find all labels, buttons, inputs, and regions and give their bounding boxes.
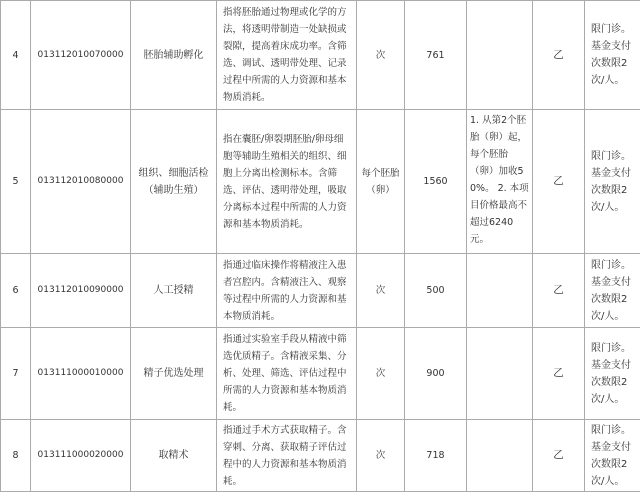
- row-number: 7: [1, 328, 31, 420]
- item-code: 013111000020000: [31, 420, 131, 492]
- row-number: 8: [1, 420, 31, 492]
- price: 1560: [405, 110, 467, 254]
- price-notes: [467, 1, 533, 110]
- price-notes: 1. 从第2个胚胎（卵）起，每个胚胎（卵）加收50%。 2. 本项目价格最高不超过6240元。: [467, 110, 533, 254]
- item-code: 013112010080000: [31, 110, 131, 254]
- price: 718: [405, 420, 467, 492]
- pricing-unit: 次: [357, 328, 405, 420]
- price: 500: [405, 254, 467, 328]
- pricing-unit: 次: [357, 1, 405, 110]
- restriction-remark: 限门诊。基金支付次数限2次/人。: [585, 110, 640, 254]
- table-row: [1, 328, 640, 420]
- table-row: [1, 110, 640, 254]
- item-name: 胚胎辅助孵化: [131, 1, 217, 110]
- restriction-remark: 限门诊。基金支付次数限2次/人。: [585, 328, 640, 420]
- item-code: 013112010090000: [31, 254, 131, 328]
- item-name: 组织、细胞活检（辅助生殖）: [131, 110, 217, 254]
- reimbursement-grade: 乙: [533, 420, 585, 492]
- item-code: 013111000010000: [31, 328, 131, 420]
- reimbursement-grade: 乙: [533, 1, 585, 110]
- table-row: [1, 1, 640, 110]
- pricing-unit: 次: [357, 254, 405, 328]
- reimbursement-grade: 乙: [533, 328, 585, 420]
- item-name: 取精术: [131, 420, 217, 492]
- price: 761: [405, 1, 467, 110]
- row-number: 6: [1, 254, 31, 328]
- table-row: [1, 254, 640, 328]
- reimbursement-grade: 乙: [533, 110, 585, 254]
- reimbursement-grade: 乙: [533, 254, 585, 328]
- item-description: 指通过实验室手段从精液中筛选优质精子。含精液采集、分析、处理、筛选、评估过程中所需的人力资源和基本物质消耗。: [217, 328, 357, 420]
- item-name: 精子优选处理: [131, 328, 217, 420]
- price: 900: [405, 328, 467, 420]
- pricing-unit: 每个胚胎（卵）: [357, 110, 405, 254]
- item-description: 指将胚胎通过物理或化学的方法，将透明带制造一处缺损或裂隙，提高着床成功率。含筛选、调试、透明带处理、记录过程中所需的人力资源和基本物质消耗。: [217, 1, 357, 110]
- item-description: 指通过手术方式获取精子。含穿刺、分离、获取精子评估过程中的人力资源和基本物质消耗。: [217, 420, 357, 492]
- price-notes: [467, 254, 533, 328]
- row-number: 5: [1, 110, 31, 254]
- pricing-unit: 次: [357, 420, 405, 492]
- restriction-remark: 限门诊。基金支付次数限2次/人。: [585, 420, 640, 492]
- row-number: 4: [1, 1, 31, 110]
- item-description: 指在囊胚/卵裂期胚胎/卵母细胞等辅助生殖相关的组织、细胞上分离出检测标本。含筛选、评估、透明带处理，吸取分离标本过程中所需的人力资源和基本物质消耗。: [217, 110, 357, 254]
- table-row: [1, 420, 640, 492]
- item-description: 指通过临床操作将精液注入患者宫腔内。含精液注入、观察等过程中所需的人力资源和基本物质消耗。: [217, 254, 357, 328]
- item-name: 人工授精: [131, 254, 217, 328]
- price-notes: [467, 420, 533, 492]
- price-notes: [467, 328, 533, 420]
- restriction-remark: 限门诊。基金支付次数限2次/人。: [585, 1, 640, 110]
- restriction-remark: 限门诊。基金支付次数限2次/人。: [585, 254, 640, 328]
- item-code: 013112010070000: [31, 1, 131, 110]
